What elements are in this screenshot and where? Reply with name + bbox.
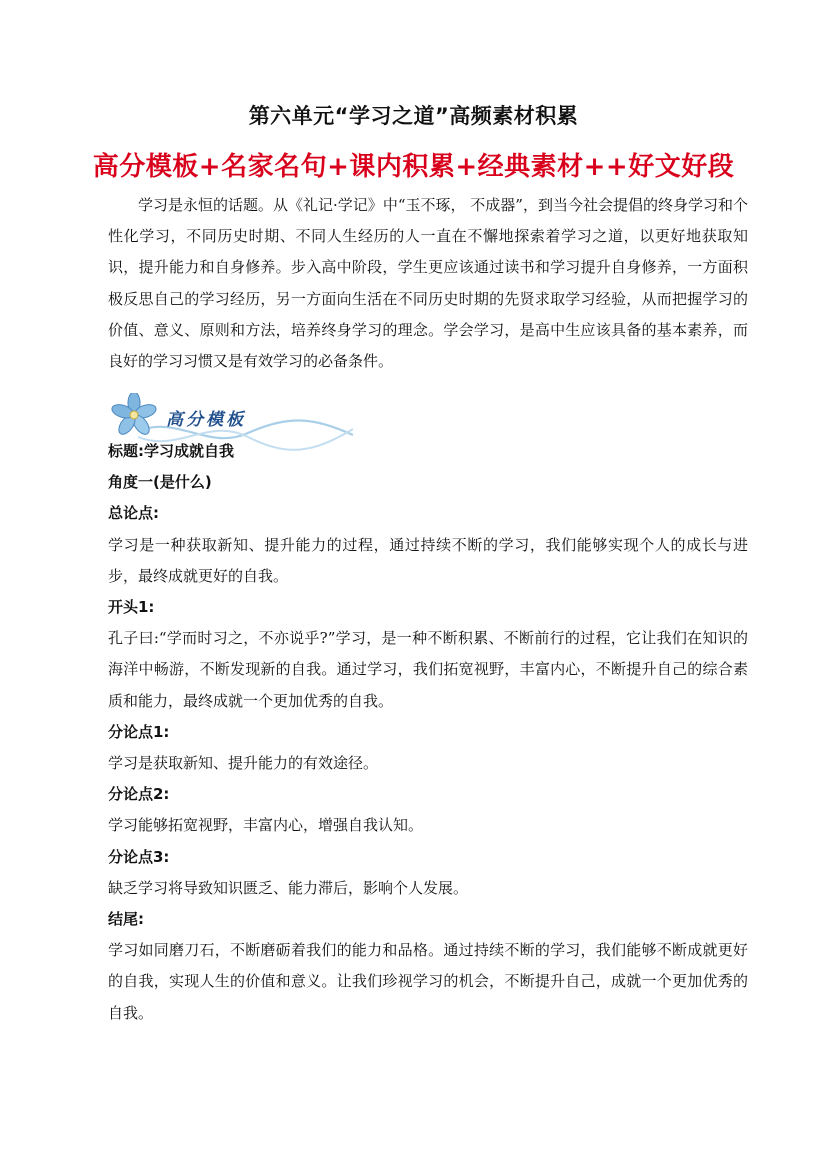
section-opening: [108, 592, 748, 717]
section-sub-point-2: [108, 779, 748, 841]
section-sub-point-1: [108, 717, 748, 779]
section-text: 缺乏学习将导致知识匮乏、能力滞后，影响个人发展。: [108, 878, 469, 897]
section-angle: [108, 467, 748, 498]
section-heading: 角度一(是什么): [108, 473, 212, 492]
flower-icon: [110, 393, 157, 437]
section-heading: 结尾:: [108, 910, 144, 929]
page-title: 第六单元“学习之道”高频素材积累: [248, 104, 579, 128]
section-heading: 分论点1:: [108, 722, 170, 741]
section-text: 学习如同磨刀石，不断磨砺着我们的能力和品格。通过持续不断的学习，我们能够不断成就更好的自我，实现人生的价值和意义。让我们珍视学习的机会，不断提升自己，成就一个更加优秀的自我。: [108, 941, 748, 1022]
section-sub-point-3: [108, 842, 748, 904]
template-body: [108, 436, 748, 1029]
section-heading: 标题:学习成就自我: [108, 442, 234, 460]
page-subtitle: 高分模板+名家名句+课内积累+经典素材++好文好段: [92, 152, 735, 182]
section-heading: 分论点2:: [108, 785, 170, 804]
section-ending: [108, 904, 748, 1029]
section-text: 学习是一种获取新知、提升能力的过程，通过持续不断的学习，我们能够实现个人的成长与进步，最终成就更好的自我。: [108, 535, 748, 585]
section-title: [108, 436, 748, 467]
section-heading: 分论点3:: [108, 847, 170, 866]
section-text: 孔子曰:“学而时习之，不亦说乎?”学习，是一种不断积累、不断前行的过程，它让我们在知识的海洋中畅游，不断发现新的自我。通过学习，我们拓宽视野，丰富内心，不断提升自己的综合素质和能力，最终成就一个更加优秀的自我。: [108, 629, 748, 710]
section-text: 学习能够拓宽视野，丰富内心，增强自我认知。: [108, 816, 424, 835]
banner-label: 高分模板: [166, 410, 246, 430]
section-heading: 总论点:: [108, 504, 159, 523]
section-heading: 开头1:: [108, 598, 155, 617]
section-main-thesis: [108, 498, 748, 592]
section-text: 学习是获取新知、提升能力的有效途径。: [108, 754, 379, 773]
intro-text: 学习是永恒的话题。从《礼记·学记》中“玉不琢， 不成器”，到当今社会提倡的终身学习和个性化学习，不同历史时期、不同人生经历的人一直在不懈地探索着学习之道，以更好地获取知识，提升能力和自身修养。步入高中阶段，学生更应该通过读书和学习提升自身修养，一方面积极反思自己的学习经历，另一方面向生活在不同历史时期的先贤求取学习经验，从而把握学习的价值、意义、原则和方法，培养终身学习的理念。学会学习，是高中生应该具备的基本素养，而良好的学习习惯又是有效学习的必备条件。: [108, 196, 748, 371]
intro-paragraph: [108, 190, 748, 377]
